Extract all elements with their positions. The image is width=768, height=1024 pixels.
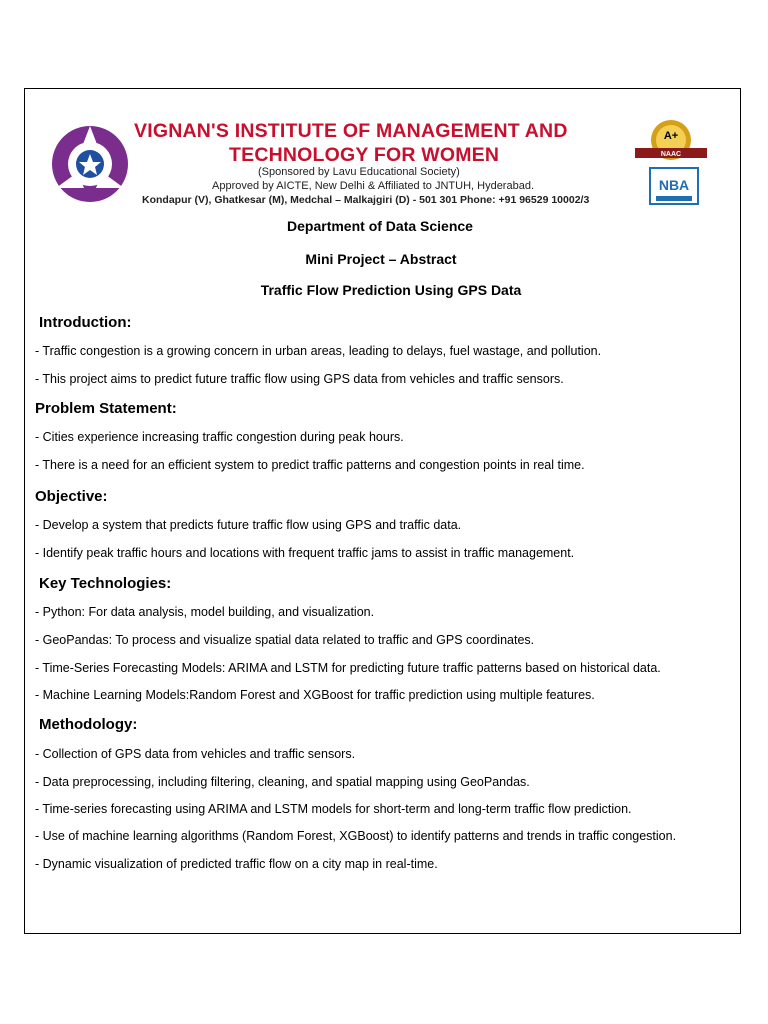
technology-item: - Python: For data analysis, model building, and visualization. [35,605,375,619]
objective-item: - Develop a system that predicts future traffic flow using GPS and traffic data. [35,518,462,532]
nba-label: NBA [658,177,690,193]
introduction-item: - This project aims to predict future traffic flow using GPS data from vehicles and traffic sensors. [35,372,564,386]
methodology-item: - Time-series forecasting using ARIMA and LSTM models for short-term and long-term traffic flow prediction. [35,802,632,816]
problem-item: - Cities experience increasing traffic congestion during peak hours. [35,430,404,444]
institute-logo-icon [42,122,138,206]
problem-heading: Problem Statement: [35,400,177,417]
sponsor-text: (Sponsored by Lavu Educational Society) [258,166,460,178]
methodology-heading: Methodology: [39,716,138,733]
methodology-item: - Collection of GPS data from vehicles and traffic sensors. [35,747,356,761]
objective-heading: Objective: [35,488,108,505]
technology-item: - GeoPandas: To process and visualize spatial data related to traffic and GPS coordinates. [35,633,535,647]
methodology-item: - Dynamic visualization of predicted traffic flow on a city map in real-time. [35,857,438,871]
institute-banner [30,104,730,208]
institute-name-line2: TECHNOLOGY FOR WOMEN [229,144,500,166]
technology-item: - Time-Series Forecasting Models: ARIMA and LSTM for predicting future traffic patterns based on historical data. [35,661,661,675]
naac-label: NAAC [660,151,682,158]
project-title: Mini Project – Abstract [305,251,457,267]
methodology-item: - Data preprocessing, including filtering, cleaning, and spatial mapping using GeoPandas. [35,775,530,789]
approval-text: Approved by AICTE, New Delhi & Affiliated to JNTUH, Hyderabad. [212,180,534,192]
objective-item: - Identify peak traffic hours and locations with frequent traffic jams to assist in traffic management. [35,546,575,560]
technology-item: - Machine Learning Models:Random Forest and XGBoost for traffic prediction using multiple features. [35,688,595,702]
technologies-heading: Key Technologies: [39,575,172,592]
introduction-item: - Traffic congestion is a growing concern in urban areas, leading to delays, fuel wastage, and pollution. [35,344,602,358]
address-text: Kondapur (V), Ghatkesar (M), Medchal – Malkajgiri (D) - 501 301 Phone: +91 96529 10002/3 [142,194,590,206]
institute-name-line1: VIGNAN'S INSTITUTE OF MANAGEMENT AND [134,120,568,142]
department-title: Department of Data Science [287,218,473,234]
problem-item: - There is a need for an efficient system to predict traffic patterns and congestion points in real time. [35,458,585,472]
methodology-item: - Use of machine learning algorithms (Random Forest, XGBoost) to identify patterns and trends in traffic congestion. [35,829,677,843]
nba-badge-icon [648,166,700,206]
project-subtitle: Traffic Flow Prediction Using GPS Data [260,282,522,298]
introduction-heading: Introduction: [39,314,132,331]
naac-grade: A+ [663,130,679,142]
naac-badge-icon [631,118,711,166]
